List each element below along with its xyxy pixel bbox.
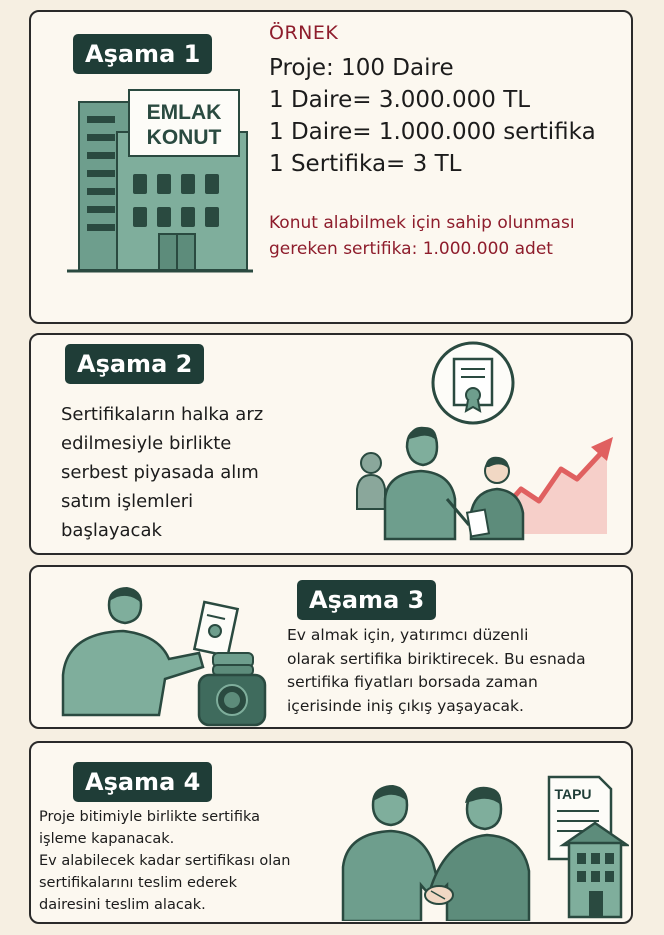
example-line: Proje: 100 Daire xyxy=(269,55,454,81)
trader-person-icon xyxy=(467,457,523,539)
stage-2-description xyxy=(61,400,321,545)
handshake-icon xyxy=(425,886,453,904)
stage-1-badge: Aşama 1 xyxy=(73,34,212,74)
stage-2-line: satım işlemleri xyxy=(61,491,194,512)
trading-people-illustration xyxy=(351,339,627,551)
example-list xyxy=(269,52,596,180)
certificate-card-icon xyxy=(194,602,237,656)
example-line: 1 Daire= 1.000.000 sertifika xyxy=(269,119,596,145)
saving-certificates-illustration xyxy=(49,575,269,727)
stage-4-description xyxy=(39,806,339,916)
stage-4-line: dairesini teslim alacak. xyxy=(39,897,206,913)
stage-3-badge: Aşama 3 xyxy=(297,580,436,620)
stage-2-line: Sertifikaların halka arz xyxy=(61,404,264,425)
stage-4-line: Proje bitimiyle birlikte sertifika xyxy=(39,809,260,825)
deed-label: TAPU xyxy=(554,786,592,802)
buyer-person-icon xyxy=(343,785,441,921)
stage-2-line: başlayacak xyxy=(61,520,162,541)
stage-1-panel xyxy=(29,10,633,324)
stage-3-line: sertifika fiyatları borsada zaman xyxy=(287,673,538,691)
stage-4-line: işleme kapanacak. xyxy=(39,831,175,847)
investor-person-icon xyxy=(385,427,469,539)
stage-3-line: olarak sertifika biriktirecek. Bu esnada xyxy=(287,649,586,668)
handshake-deed-illustration xyxy=(337,767,629,921)
certificate-icon xyxy=(433,343,513,423)
background-person-icon xyxy=(357,453,385,509)
example-note xyxy=(269,210,629,262)
example-line: 1 Sertifika= 3 TL xyxy=(269,151,462,177)
stage-3-line: içerisinde iniş çıkış yaşayacak. xyxy=(287,696,524,715)
stage-2-line: edilmesiyle birlikte xyxy=(61,433,232,454)
house-icon xyxy=(563,823,627,917)
building-sign-line-2: KONUT xyxy=(146,126,222,149)
stage-4-badge: Aşama 4 xyxy=(73,762,212,802)
example-line: 1 Daire= 3.000.000 TL xyxy=(269,87,531,113)
stage-4-line: sertifikalarını teslim ederek xyxy=(39,875,238,891)
savings-jar-icon xyxy=(199,653,265,725)
building-sign-line-1: EMLAK xyxy=(146,101,222,124)
stage-3-panel xyxy=(29,565,633,729)
stage-4-panel xyxy=(29,741,633,924)
stage-3-line: Ev almak için, yatırımcı düzenli xyxy=(287,626,529,644)
stage-3-description xyxy=(287,624,627,718)
example-note-line: Konut alabilmek için sahip olunması xyxy=(269,213,575,233)
example-title: ÖRNEK xyxy=(269,22,339,44)
saver-person-icon xyxy=(63,587,203,715)
emlak-konut-building-illustration xyxy=(65,82,255,277)
stage-2-line: serbest piyasada alım xyxy=(61,462,259,483)
stage-2-badge: Aşama 2 xyxy=(65,344,204,384)
example-note-line: gereken sertifika: 1.000.000 adet xyxy=(269,239,553,259)
stage-4-line: Ev alabilecek kadar sertifikası olan xyxy=(39,853,291,869)
stage-2-panel xyxy=(29,333,633,555)
